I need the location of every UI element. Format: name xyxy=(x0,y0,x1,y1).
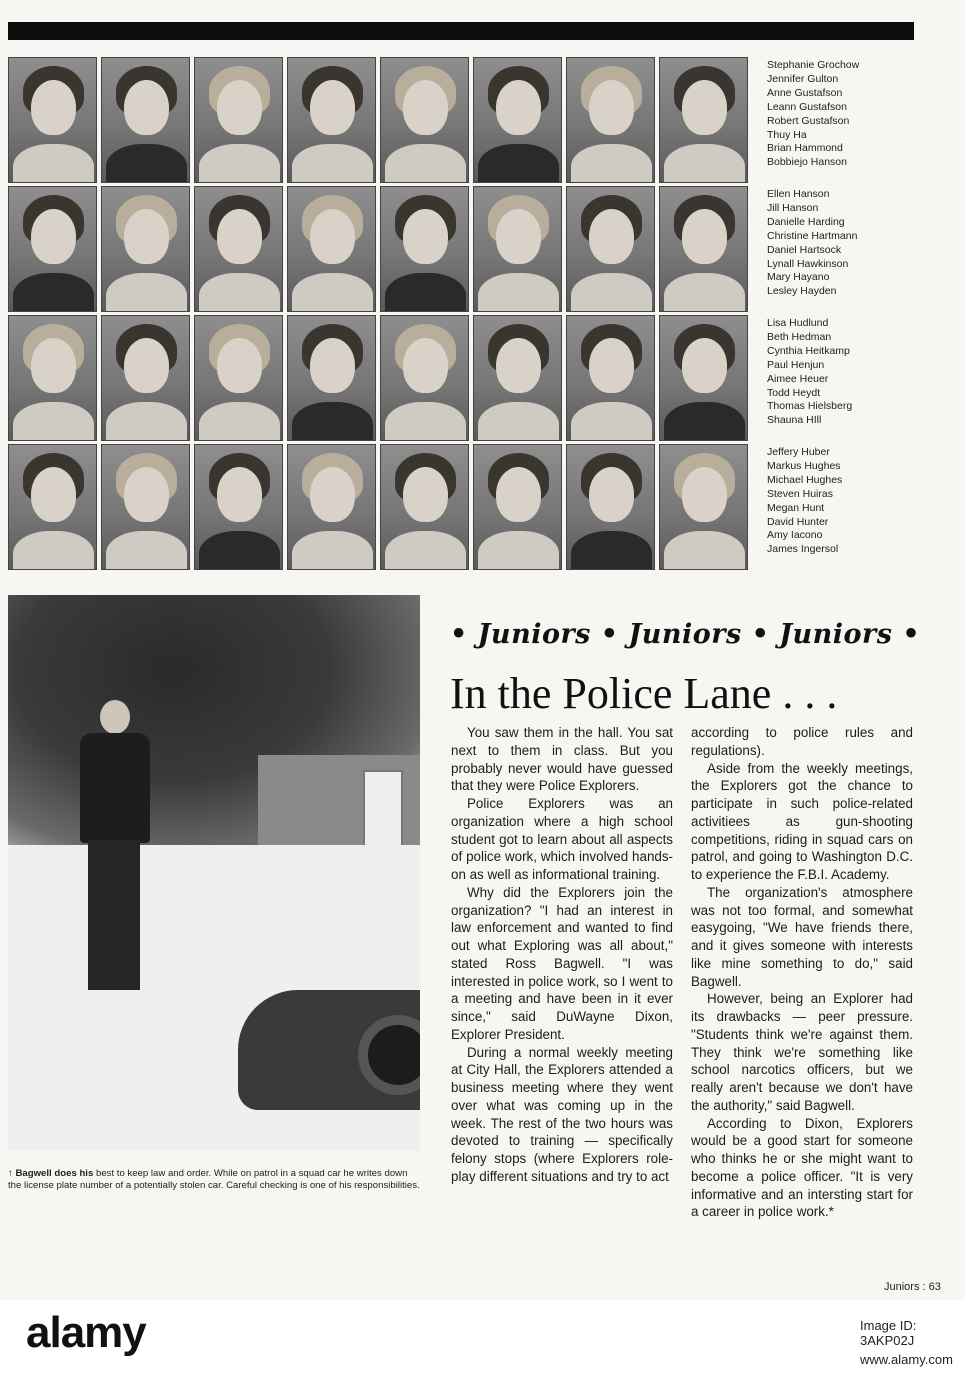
student-name: Lisa Hudlund xyxy=(767,317,829,329)
student-portrait xyxy=(194,186,283,312)
portrait-head xyxy=(496,467,541,522)
portrait-body xyxy=(199,144,280,183)
student-portrait xyxy=(101,186,190,312)
student-portrait xyxy=(566,315,655,441)
student-name: Anne Gustafson xyxy=(767,86,843,99)
student-name: Michael Hughes xyxy=(767,473,843,486)
portrait-head xyxy=(310,80,355,135)
portrait-body xyxy=(664,531,745,570)
student-portrait xyxy=(566,186,655,312)
portrait-body xyxy=(664,273,745,312)
portrait-row xyxy=(8,444,750,570)
student-portrait xyxy=(194,444,283,570)
top-black-bar xyxy=(8,22,914,40)
name-list-row-4 xyxy=(767,446,917,557)
person-head xyxy=(100,700,130,734)
portrait-body xyxy=(571,531,652,570)
portrait-body xyxy=(199,531,280,570)
portrait-body xyxy=(385,402,466,441)
student-portrait xyxy=(659,444,748,570)
student-name: Paul Henjun xyxy=(767,358,825,371)
watermark-logo: alamy xyxy=(26,1308,146,1357)
portrait-head xyxy=(496,209,541,264)
portrait-head xyxy=(217,80,262,135)
name-list-row-1 xyxy=(767,59,917,170)
portrait-body xyxy=(292,273,373,312)
student-portrait xyxy=(473,315,562,441)
portrait-body xyxy=(571,144,652,183)
student-portrait xyxy=(380,444,469,570)
student-portrait xyxy=(194,315,283,441)
name-list-row-2 xyxy=(767,188,917,299)
portrait-body xyxy=(292,531,373,570)
caption-arrow-icon: ↑ xyxy=(8,1168,16,1179)
portrait-head xyxy=(403,338,448,393)
student-name: Thomas Hielsberg xyxy=(767,400,853,413)
student-name: Christine Hartmann xyxy=(767,229,858,242)
student-name: Jill Hanson xyxy=(767,201,819,214)
student-name: Todd Heydt xyxy=(767,386,821,399)
student-portrait xyxy=(287,186,376,312)
student-portrait xyxy=(659,57,748,183)
portrait-body xyxy=(199,273,280,312)
portrait-body xyxy=(292,144,373,183)
caption-lead: Bagwell does his xyxy=(15,1168,94,1179)
student-portrait xyxy=(287,315,376,441)
portrait-head xyxy=(310,467,355,522)
portrait-body xyxy=(106,273,187,312)
portrait-head xyxy=(31,209,76,264)
house-door xyxy=(363,770,403,855)
student-name: David Hunter xyxy=(767,515,829,528)
watermark-image-id: Image ID: 3AKP02J xyxy=(860,1318,917,1348)
student-portrait xyxy=(380,57,469,183)
portrait-head xyxy=(403,467,448,522)
portrait-head xyxy=(124,80,169,135)
paragraph: according to police rules and regulations). xyxy=(691,725,913,758)
student-name: Danielle Harding xyxy=(767,215,845,228)
student-portrait xyxy=(659,186,748,312)
paragraph: Police Explorers was an organization where a high school student got to learn about all aspects of police work, which involved hands-on as well as informational training. xyxy=(451,796,673,882)
student-name: Thuy Ha xyxy=(767,128,807,141)
portrait-head xyxy=(589,209,634,264)
article-column-2 xyxy=(691,724,913,1221)
portrait-head xyxy=(124,467,169,522)
portrait-head xyxy=(589,338,634,393)
portrait-body xyxy=(385,273,466,312)
portrait-row xyxy=(8,186,750,312)
student-name: Daniel Hartsock xyxy=(767,243,842,256)
portrait-head xyxy=(682,467,727,522)
portrait-head xyxy=(496,80,541,135)
student-portrait xyxy=(101,57,190,183)
portrait-head xyxy=(310,209,355,264)
student-name: Amy Iacono xyxy=(767,529,823,542)
student-portrait xyxy=(287,57,376,183)
portrait-body xyxy=(106,144,187,183)
student-portrait xyxy=(8,444,97,570)
portrait-body xyxy=(13,531,94,570)
student-portrait xyxy=(566,444,655,570)
student-name: Stephanie Grochow xyxy=(767,59,860,71)
explorer-patrol-photo xyxy=(8,595,420,1151)
portrait-body xyxy=(199,402,280,441)
student-name: Leann Gustafson xyxy=(767,100,847,113)
caption-text: best to keep law and order. While on patrol in a squad car he writes down the license plate number of a potentially stolen car. Careful checking is one of his responsibilities. xyxy=(8,1168,420,1191)
student-name: Steven Huiras xyxy=(767,487,833,500)
portrait-head xyxy=(403,80,448,135)
paragraph: However, being an Explorer had its drawbacks — peer pressure. "Students think we're against them. They think we're something like school narcotics officers, but we really aren't because we don't have the authority," said Bagwell. xyxy=(691,991,913,1113)
student-portrait xyxy=(659,315,748,441)
portrait-head xyxy=(496,338,541,393)
portrait-head xyxy=(31,338,76,393)
student-portrait xyxy=(287,444,376,570)
portrait-body xyxy=(571,273,652,312)
paragraph: Why did the Explorers join the organization? "I had an interest in law enforcement and wanted to find out what Exploring was all about," stated Ross Bagwell. "I was interested in police work, so I went to a meeting and have been in it ever since," said DuWayne Dixon, Explorer President. xyxy=(451,884,673,1042)
portrait-head xyxy=(124,338,169,393)
page-folio: Juniors : 63 xyxy=(884,1281,941,1293)
portrait-body xyxy=(664,402,745,441)
name-list-row-3 xyxy=(767,317,917,428)
student-name: Beth Hedman xyxy=(767,330,832,343)
portrait-head xyxy=(682,338,727,393)
student-portrait xyxy=(8,57,97,183)
portrait-body xyxy=(13,273,94,312)
portrait-body xyxy=(385,531,466,570)
photo-caption xyxy=(8,1168,423,1192)
portrait-body xyxy=(478,144,559,183)
student-name: Bobbiejo Hanson xyxy=(767,156,847,169)
portrait-body xyxy=(292,402,373,441)
student-portrait xyxy=(473,57,562,183)
portrait-body xyxy=(106,531,187,570)
portrait-body xyxy=(478,402,559,441)
student-name: Lesley Hayden xyxy=(767,285,837,298)
student-name: Megan Hunt xyxy=(767,501,825,514)
student-portrait xyxy=(473,186,562,312)
portrait-body xyxy=(478,273,559,312)
portrait-body xyxy=(106,402,187,441)
portrait-row xyxy=(8,315,750,441)
portrait-head xyxy=(310,338,355,393)
student-portrait xyxy=(473,444,562,570)
student-portrait xyxy=(8,315,97,441)
section-kicker: • Juniors • Juniors • Juniors • xyxy=(450,619,921,650)
article-headline: In the Police Lane . . . xyxy=(450,669,838,718)
student-name: Robert Gustafson xyxy=(767,114,850,127)
portrait-body xyxy=(13,144,94,183)
person-legs xyxy=(88,840,140,990)
portrait-body xyxy=(385,144,466,183)
paragraph: During a normal weekly meeting at City Hall, the Explorers attended a business meeting where they went over what was coming up in the week. The rest of the two hours was devoted to training — specifically felony stops (where Explorers role-play different situations and try to act xyxy=(451,1044,673,1184)
portrait-body xyxy=(13,402,94,441)
student-name: Cynthia Heitkamp xyxy=(767,344,850,357)
portrait-head xyxy=(124,209,169,264)
student-portrait xyxy=(194,57,283,183)
student-name: Markus Hughes xyxy=(767,459,841,472)
portrait-head xyxy=(217,209,262,264)
portrait-head xyxy=(31,80,76,135)
person-jacket xyxy=(80,733,150,843)
student-portrait xyxy=(8,186,97,312)
student-portrait xyxy=(380,186,469,312)
portrait-head xyxy=(403,209,448,264)
student-name: Ellen Hanson xyxy=(767,188,830,200)
portrait-row xyxy=(8,57,750,183)
student-name: Lynall Hawkinson xyxy=(767,257,849,270)
student-name: Shauna HIll xyxy=(767,414,822,427)
student-portrait xyxy=(101,315,190,441)
student-portrait xyxy=(566,57,655,183)
paragraph: The organization's atmosphere was not too formal, and somewhat easygoing, "We have friends there, and it gives someone with interests like mine something to do," said Bagwell. xyxy=(691,884,913,989)
portrait-body xyxy=(571,402,652,441)
paragraph: Aside from the weekly meetings, the Explorers got the chance to participate in such police-related activitiees as gun-shooting competitions, riding in squad cars on patrol, and going to Washington D.C. to experience the F.B.I. Academy. xyxy=(691,760,913,882)
portrait-head xyxy=(217,467,262,522)
student-name: James Ingersol xyxy=(767,543,839,556)
student-portrait xyxy=(101,444,190,570)
student-name: Jennifer Gulton xyxy=(767,72,839,85)
student-portrait xyxy=(380,315,469,441)
portrait-head xyxy=(589,467,634,522)
student-name: Jeffery Huber xyxy=(767,446,830,458)
portrait-head xyxy=(31,467,76,522)
watermark-url: www.alamy.com xyxy=(860,1352,953,1367)
article-column-1 xyxy=(451,724,673,1186)
paragraph: You saw them in the hall. You sat next to them in class. But you probably never would have guessed that they were Police Explorers. xyxy=(451,725,673,794)
student-name: Brian Hammond xyxy=(767,142,843,155)
student-name: Mary Hayano xyxy=(767,271,830,284)
portrait-head xyxy=(589,80,634,135)
portrait-head xyxy=(682,80,727,135)
portrait-body xyxy=(478,531,559,570)
portrait-head xyxy=(682,209,727,264)
student-name: Aimee Heuer xyxy=(767,372,829,385)
portrait-head xyxy=(217,338,262,393)
paragraph: According to Dixon, Explorers would be a good start for someone who thinks he or she might want to become a police officer. "It is very informative and an intersting start for a career in police work.* xyxy=(691,1115,913,1220)
portrait-body xyxy=(664,144,745,183)
